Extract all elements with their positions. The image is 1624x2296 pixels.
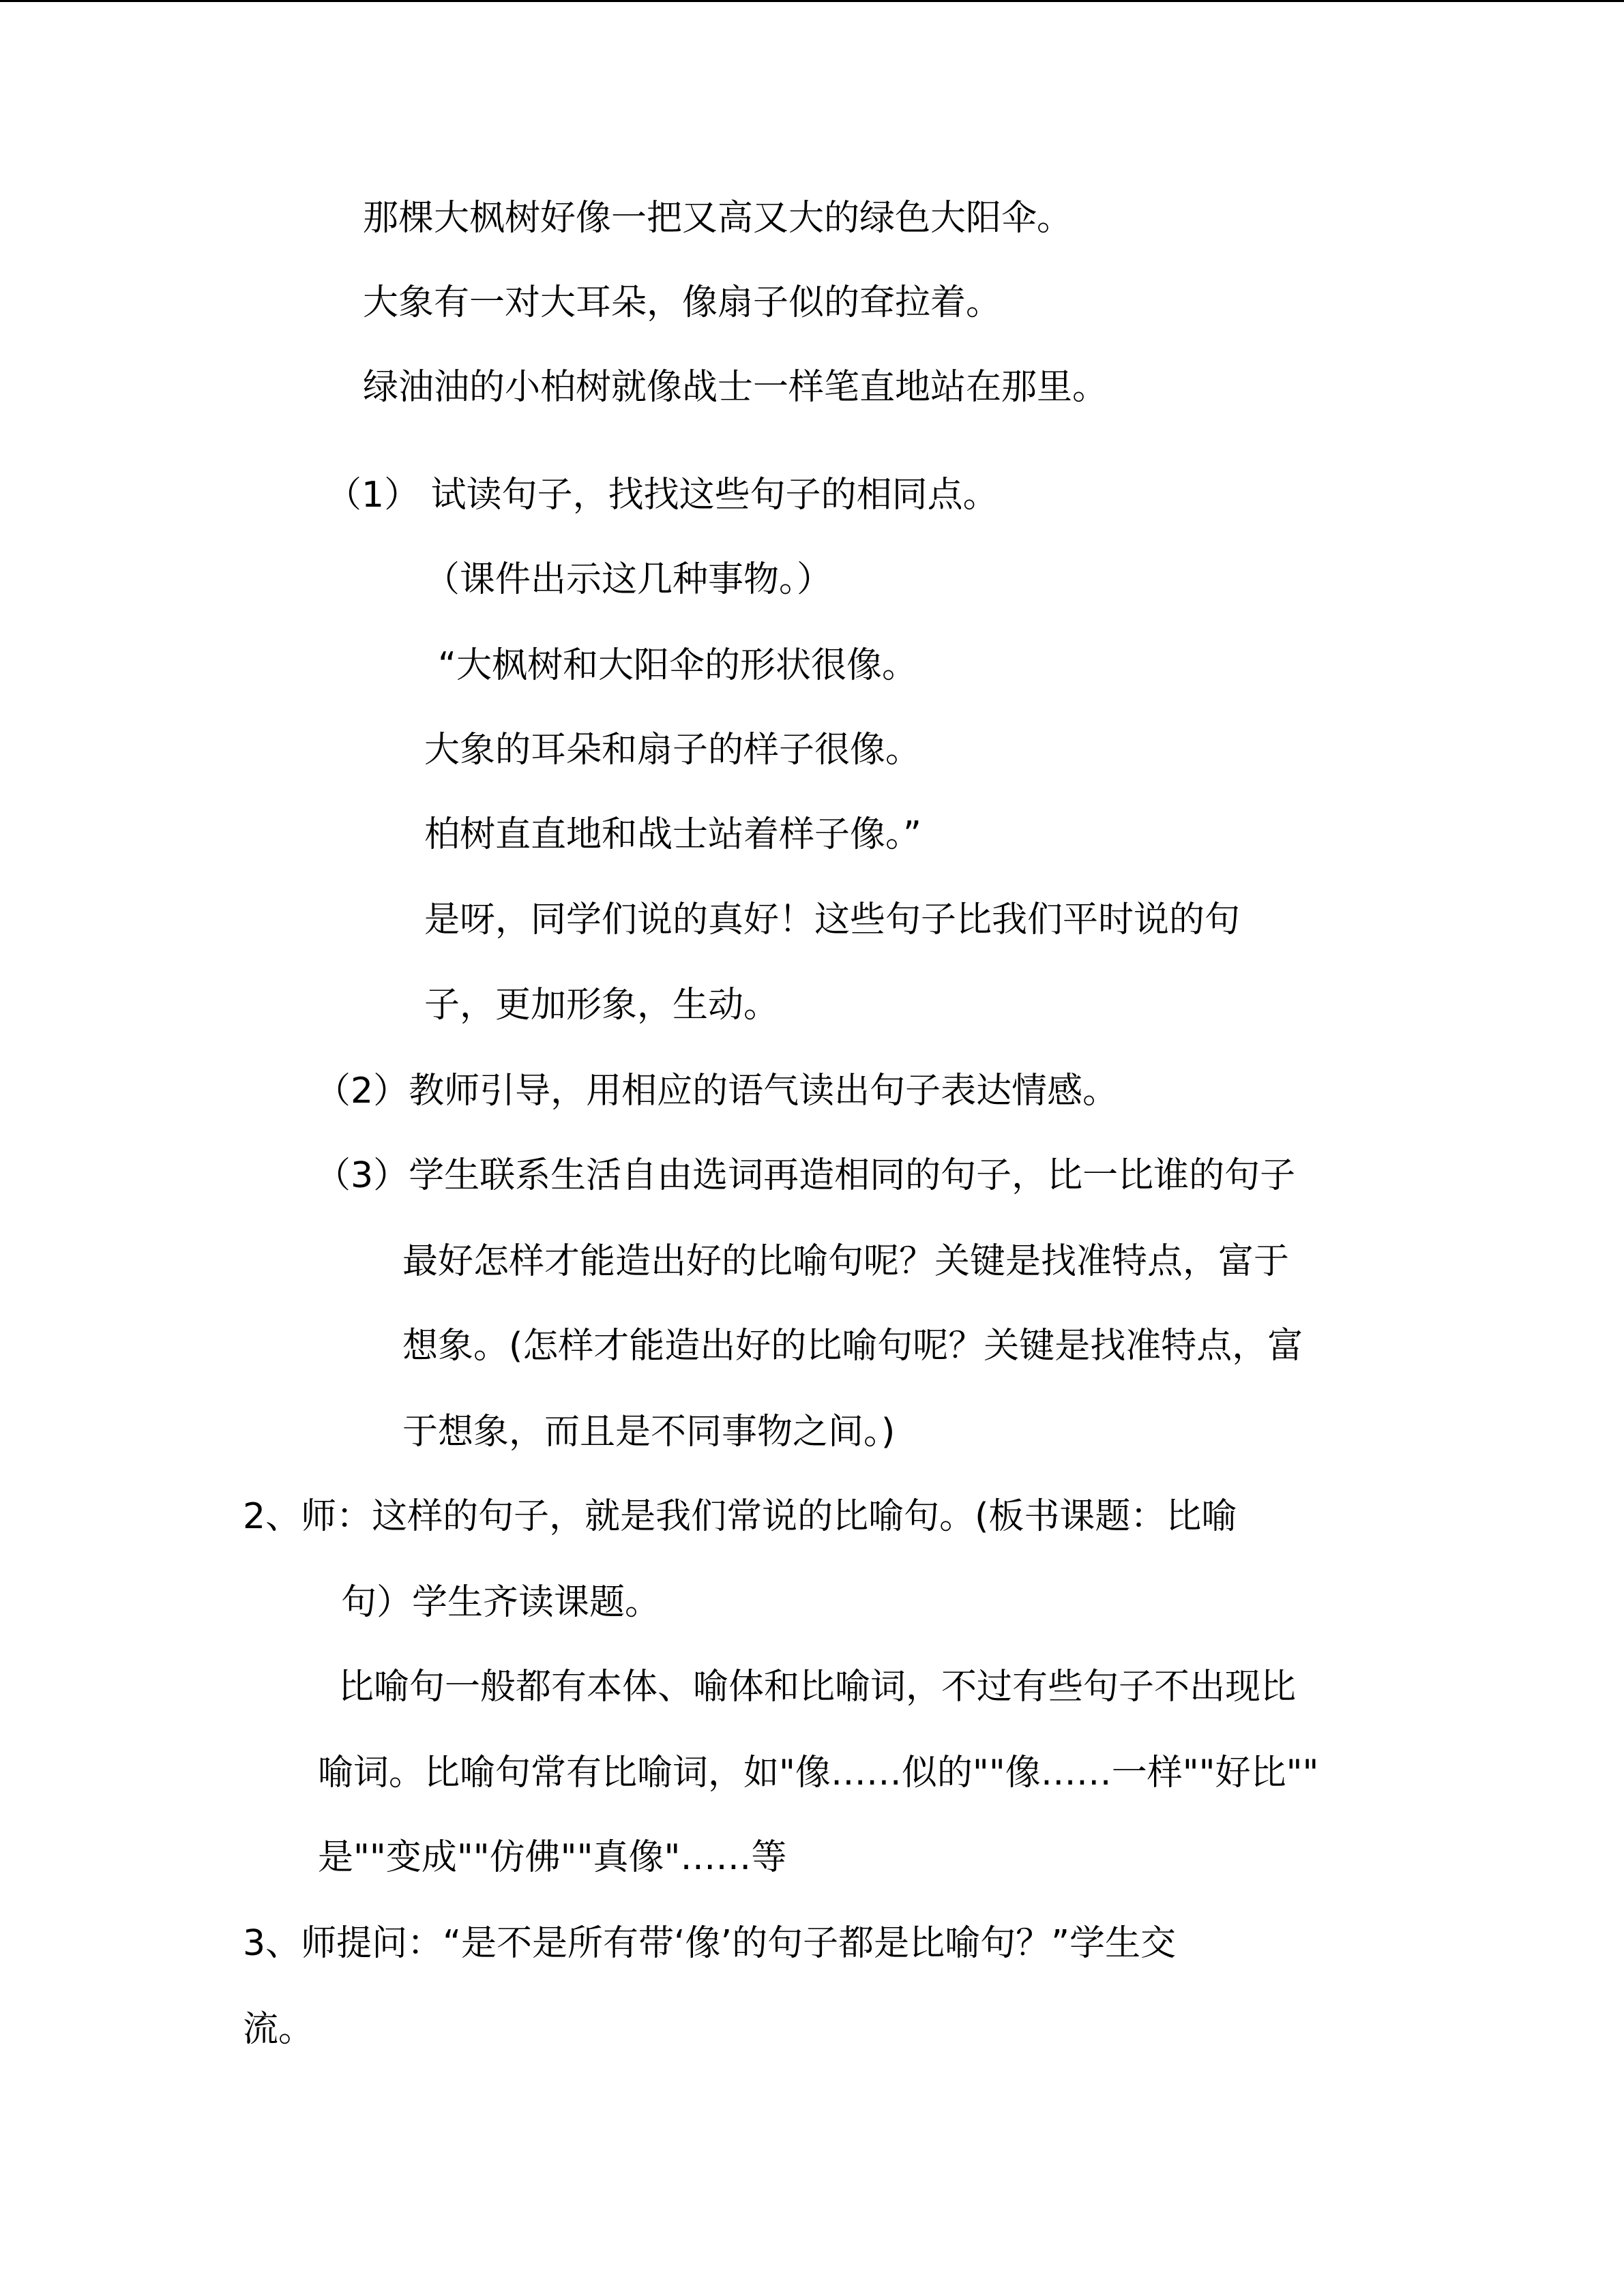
page-top-border: [0, 0, 1624, 2]
text-line: 大象有一对大耳朵，像扇子似的耷拉着。: [363, 282, 1002, 323]
text-line: （课件出示这几种事物。）: [424, 559, 833, 600]
text-line: 比喻句一般都有本体、喻体和比喻词，不过有些句子不出现比: [338, 1667, 1297, 1708]
text-line: （2）教师引导，用相应的语气读出句子表达情感。: [315, 1071, 1119, 1112]
text-line: 是呀，同学们说的真好！这些句子比我们平时说的句: [424, 899, 1241, 940]
text-line: 子，更加形象，生动。: [424, 985, 780, 1026]
text-line: （3）学生联系生活自由选词再造相同的句子，比一比谁的句子: [315, 1155, 1296, 1196]
text-line: 句）学生齐读课题。: [341, 1582, 661, 1623]
text-line: 喻词。比喻句常有比喻词，如"像……似的""像……一样""好比"": [318, 1753, 1319, 1793]
text-line: “大枫树和大阳伞的形状很像。: [438, 645, 917, 686]
text-line: 3、师提问：“是不是所有带‘像’的句子都是比喻句？”学生交: [243, 1923, 1177, 1964]
text-line: 于想象，而且是不同事物之间。): [402, 1412, 896, 1452]
text-line: 柏树直直地和战士站着样子像。”: [424, 814, 921, 855]
text-line: （1） 试读句子，找找这些句子的相同点。: [326, 475, 999, 516]
text-line: 绿油油的小柏树就像战士一样笔直地站在那里。: [363, 367, 1108, 408]
text-line: 最好怎样才能造出好的比喻句呢？关键是找准特点，富于: [402, 1241, 1290, 1282]
text-line: 流。: [243, 2009, 314, 2050]
text-line: 是""变成""仿佛""真像"……等: [318, 1837, 787, 1878]
text-line: 想象。(怎样才能造出好的比喻句呢？关键是找准特点，富: [402, 1326, 1303, 1367]
text-line: 2、师：这样的句子，就是我们常说的比喻句。(板书课题：比喻: [243, 1496, 1237, 1537]
text-line: 那棵大枫树好像一把又高又大的绿色大阳伞。: [363, 198, 1073, 239]
text-line: 大象的耳朵和扇子的样子很像。: [424, 730, 921, 771]
